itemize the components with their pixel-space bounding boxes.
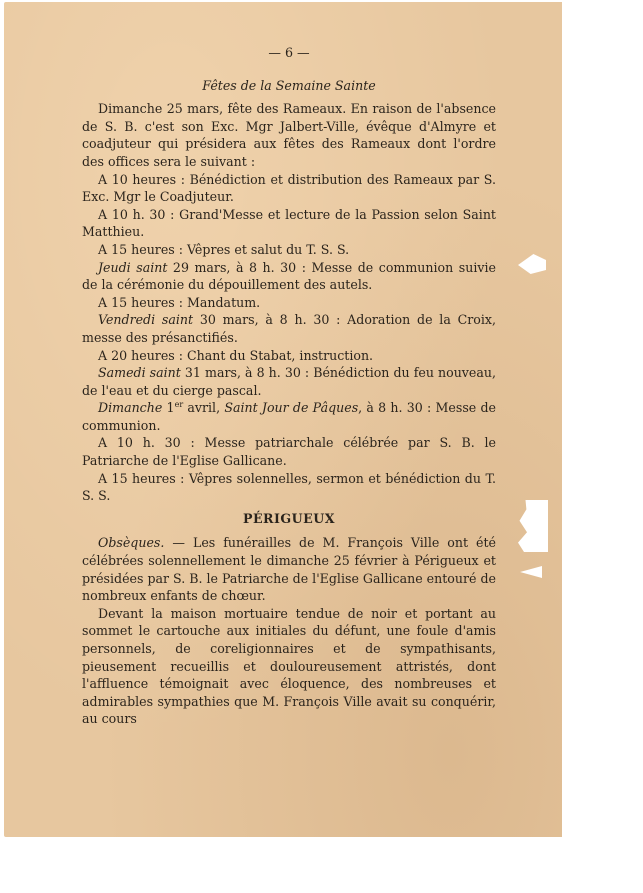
paragraph: Vendredi saint 30 mars, à 8 h. 30 : Adoration de la Croix, messe des présanctifiés.	[82, 312, 496, 345]
day-label: Samedi saint	[98, 365, 181, 381]
paragraph: Dimanche 1er avril, Saint Jour de Pâques, à 8 h. 30 : Messe de communion.	[82, 400, 496, 433]
day-label: Dimanche	[98, 400, 163, 416]
paragraph: A 10 h. 30 : Messe patriarchale célébrée par S. B. le Patriarche de l'Eglise Gallicane.	[82, 435, 496, 469]
paragraph: A 10 heures : Bénédiction et distribution des Rameaux par S. Exc. Mgr le Coadjuteur.	[82, 171, 496, 205]
section-title-holy-week: Fêtes de la Semaine Sainte	[202, 77, 376, 93]
document-body	[82, 44, 496, 728]
paragraph: A 20 heures : Chant du Stabat, instruction.	[98, 347, 374, 363]
paragraph: Obsèques. — Les funérailles de M. François Ville ont été célébrées solennellement le dimanche 25 février à Périgueux et présidées par S. B. le Patriarche de l'Eglise Gallicane entouré de nombreux enfants de chœur.	[82, 535, 496, 604]
paragraph: A 10 h. 30 : Grand'Messe et lecture de la Passion selon Saint Matthieu.	[82, 206, 496, 240]
paragraph: Jeudi saint 29 mars, à 8 h. 30 : Messe de communion suivie de la cérémonie du dépouillement des autels.	[82, 259, 496, 293]
paragraph: A 15 heures : Mandatum.	[98, 294, 261, 310]
day-label: Jeudi saint	[98, 259, 168, 275]
paragraph: Devant la maison mortuaire tendue de noir et portant au sommet le cartouche aux initiales du défunt, une foule d'amis personnels, de coreligionnaires et de sympathisants, pieusement recueillis et douloureusement attristés, dont l'affluence témoignait avec éloquence, des nombreuses et admirables sympathies que M. François Ville avait su conquérir, au cours	[82, 605, 496, 727]
page-number: — 6 —	[268, 45, 310, 60]
day-label: Vendredi saint	[98, 312, 194, 328]
section-title-perigueux: PÉRIGUEUX	[242, 510, 336, 526]
paragraph-lead: Obsèques.	[98, 535, 165, 551]
paragraph: Samedi saint 31 mars, à 8 h. 30 : Bénédiction du feu nouveau, de l'eau et du cierge pascal.	[82, 365, 496, 398]
paragraph: A 15 heures : Vêpres et salut du T. S. S.	[98, 241, 350, 257]
paragraph: A 15 heures : Vêpres solennelles, sermon et bénédiction du T. S. S.	[82, 470, 496, 504]
paragraph: Dimanche 25 mars, fête des Rameaux. En raison de l'absence de S. B. c'est son Exc. Mgr Jalbert-Ville, évêque d'Almyre et coadjuteur qui présidera aux fêtes des Rameaux dont l'ordre des offices sera le suivant :	[82, 101, 496, 169]
